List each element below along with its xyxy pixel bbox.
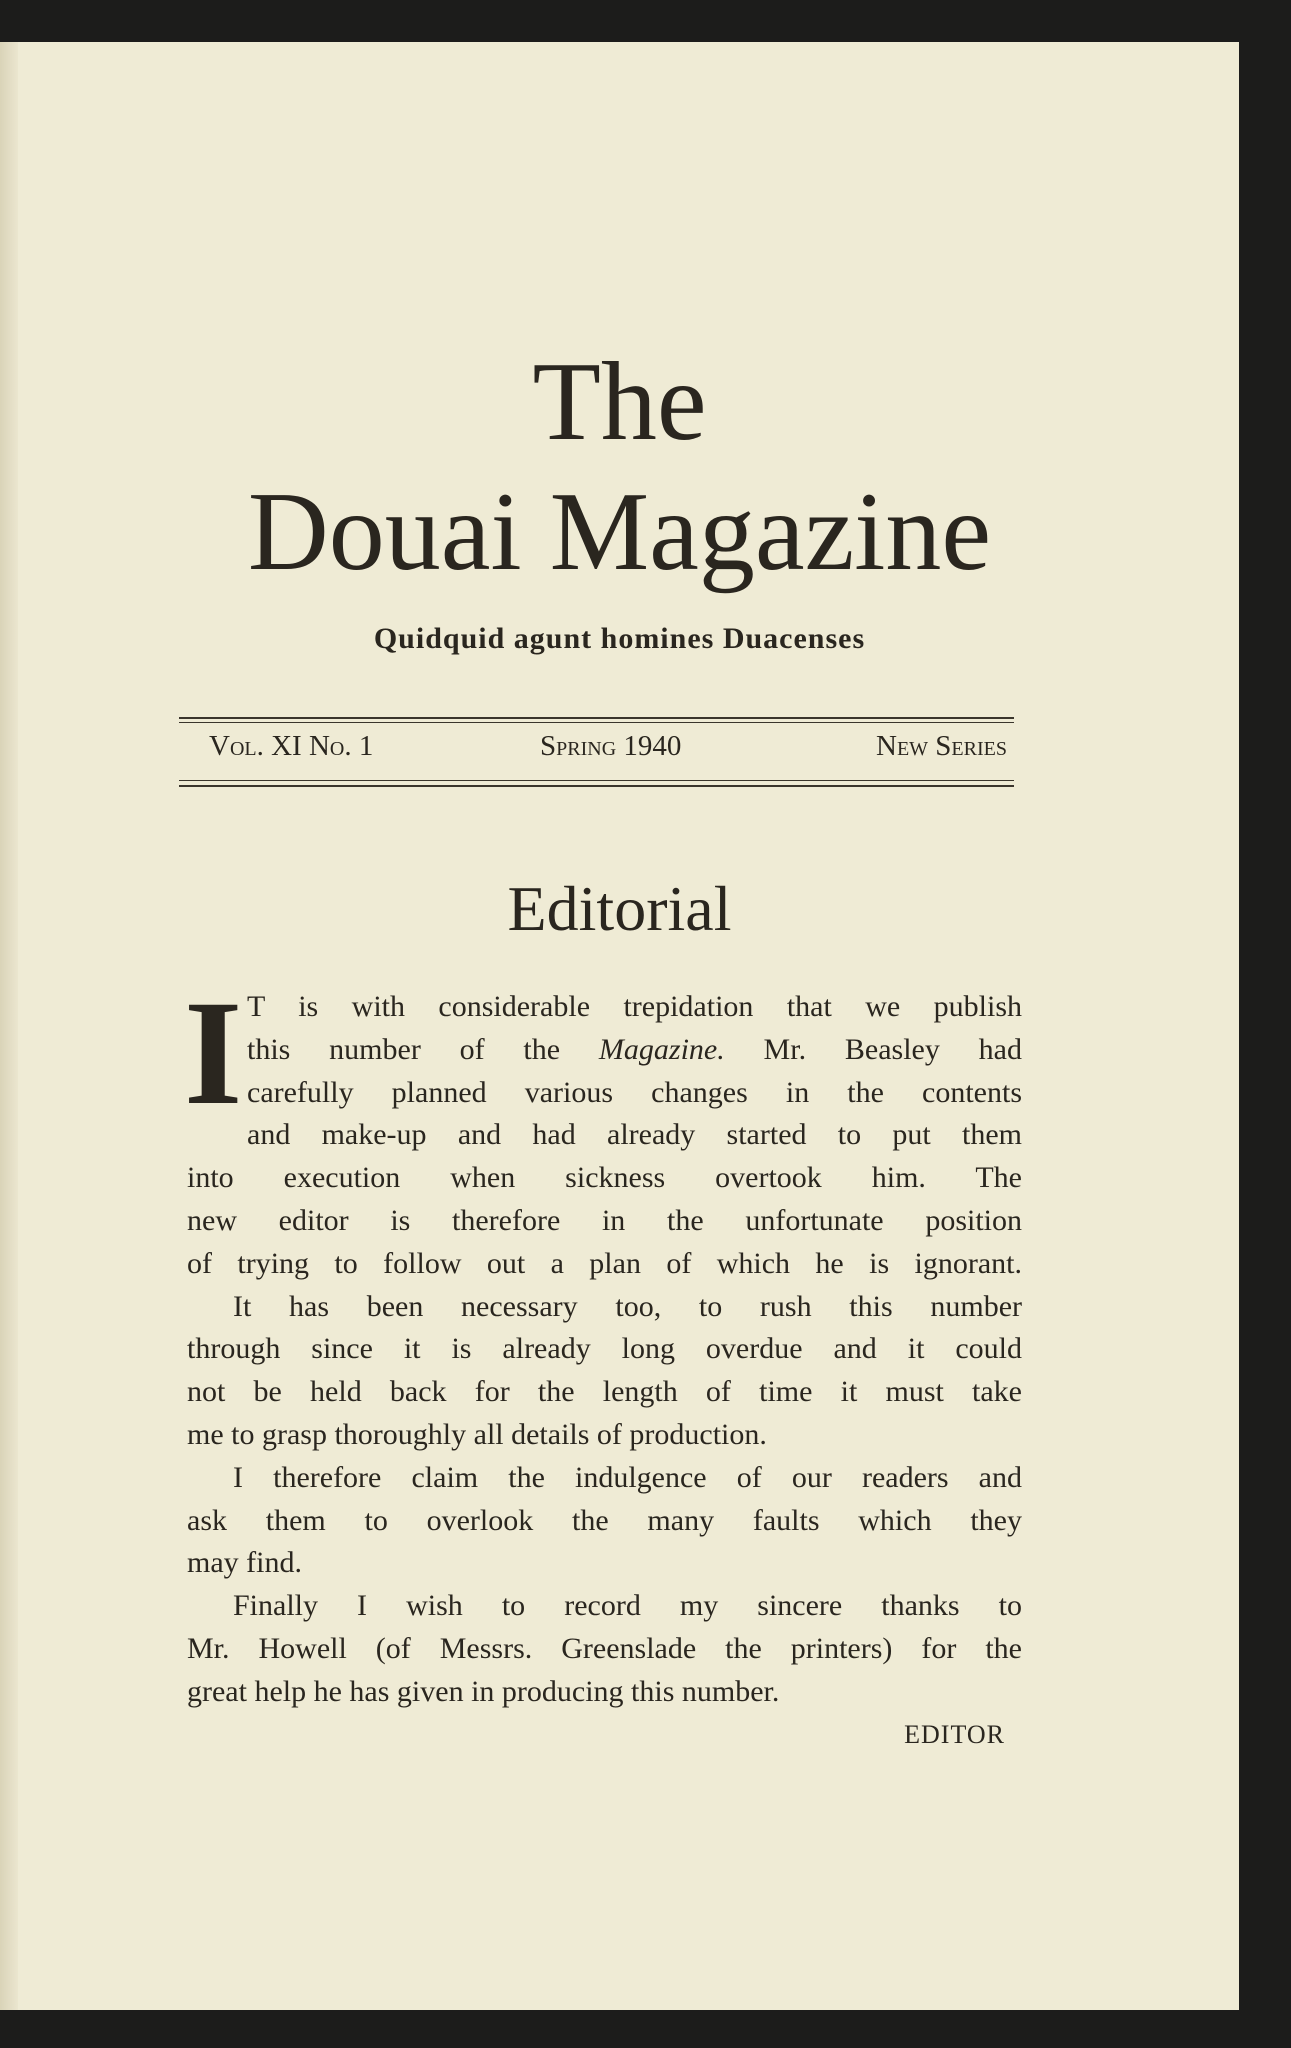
text-line: Finally I wish to record my sincere thanks to (233, 1589, 1022, 1623)
bottom-rule-2 (179, 785, 1014, 787)
bottom-rule-1 (179, 780, 1014, 781)
paragraph-4 (187, 1585, 1022, 1713)
volume-number: Vol. XI No. 1 (209, 730, 374, 762)
text-line: and make-up and had already started to put them (247, 1118, 1022, 1152)
editorial-body (184, 970, 1022, 1714)
text-line: new editor is therefore in the unfortunate position (187, 1203, 1022, 1237)
text-line: ask them to overlook the many faults which they (187, 1503, 1022, 1537)
drop-cap: I (184, 970, 243, 1136)
text-span: this number of the (247, 1032, 599, 1066)
page-binding-edge (0, 42, 18, 2010)
text-line: I therefore claim the indulgence of our readers and (233, 1460, 1022, 1494)
text-line: me to grasp thoroughly all details of production. (187, 1417, 767, 1451)
text-line: through since it is already long overdue and it could (187, 1332, 1022, 1366)
magazine-page (0, 42, 1239, 2010)
motto: Quidquid agunt homines Duacenses (373, 622, 866, 655)
text-line: It has been necessary too, to rush this number (233, 1289, 1022, 1323)
top-rule-2 (179, 722, 1014, 723)
text-line: into execution when sickness overtook him. The (187, 1161, 1022, 1195)
title-line-1: The (532, 340, 707, 464)
text-span: Mr. Beasley had (724, 1032, 1022, 1066)
text-line: may find. (187, 1546, 302, 1580)
text-line: not be held back for the length of time it must take (187, 1375, 1022, 1409)
title-line-2: Douai Magazine (247, 470, 992, 594)
editor-signature: EDITOR (904, 1720, 1005, 1749)
series-label: New Series (876, 730, 1007, 762)
editorial-heading: Editorial (507, 873, 732, 944)
text-line (247, 1029, 1022, 1072)
text-line: Mr. Howell (of Messrs. Greenslade the printers) for the (187, 1631, 1022, 1665)
issue-season: Spring 1940 (540, 730, 682, 762)
text-line: carefully planned various changes in the contents (247, 1075, 1022, 1109)
italic-title: Magazine. (598, 1032, 725, 1066)
paragraph-2 (187, 1286, 1022, 1457)
paragraph-3 (187, 1457, 1022, 1585)
top-rule-1 (179, 717, 1014, 719)
text-line: of trying to follow out a plan of which he is ignorant. (187, 1246, 1022, 1280)
text-line: great help he has given in producing this number. (187, 1674, 780, 1708)
paragraph-1 (187, 986, 1022, 1286)
text-line: T is with considerable trepidation that we publish (247, 990, 1022, 1023)
